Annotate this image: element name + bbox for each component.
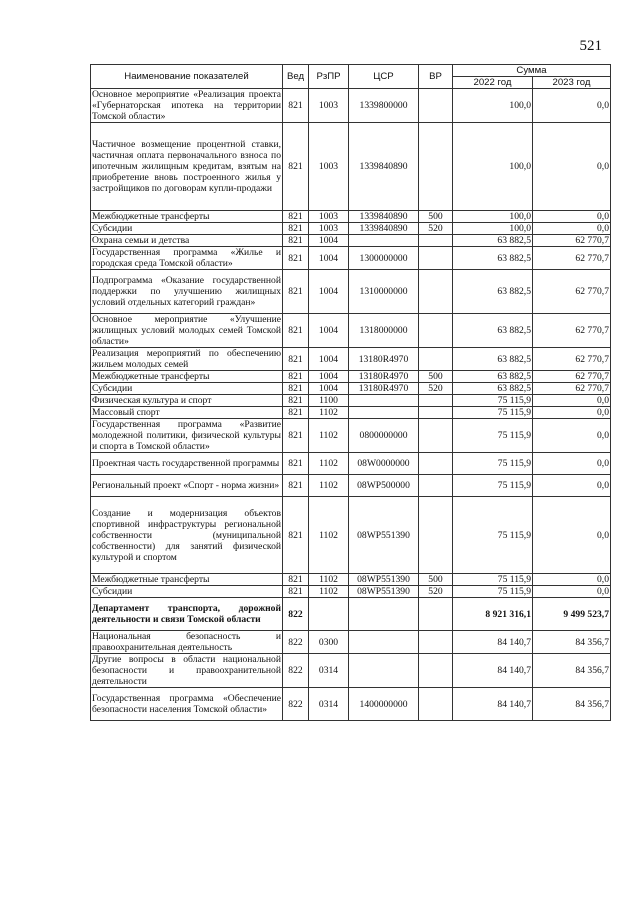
row-rzpr: 1004 bbox=[309, 270, 349, 314]
row-ved: 821 bbox=[283, 314, 309, 348]
row-csr: 1300000000 bbox=[349, 247, 419, 270]
row-sum-2023: 0,0 bbox=[533, 453, 611, 475]
row-csr: 08WP551390 bbox=[349, 497, 419, 574]
row-ved: 821 bbox=[283, 475, 309, 497]
table-row bbox=[91, 654, 611, 688]
row-name: Субсидии bbox=[91, 383, 283, 395]
row-sum-2022: 63 882,5 bbox=[453, 371, 533, 383]
row-ved: 821 bbox=[283, 497, 309, 574]
row-rzpr: 1102 bbox=[309, 586, 349, 598]
row-sum-2022: 63 882,5 bbox=[453, 247, 533, 270]
row-rzpr bbox=[309, 598, 349, 631]
header-ved: Вед bbox=[283, 65, 309, 89]
row-csr: 08W0000000 bbox=[349, 453, 419, 475]
row-ved: 821 bbox=[283, 453, 309, 475]
table-row bbox=[91, 453, 611, 475]
row-ved: 821 bbox=[283, 407, 309, 419]
row-name: Государственная программа «Развитие молодежной политики, физической культуры и спорта в Томской области» bbox=[92, 419, 281, 452]
row-rzpr: 1004 bbox=[309, 247, 349, 270]
row-sum-2022: 100,0 bbox=[453, 223, 533, 235]
row-rzpr: 1003 bbox=[309, 89, 349, 123]
row-csr bbox=[349, 407, 419, 419]
row-rzpr: 1004 bbox=[309, 314, 349, 348]
row-name: Государственная программа «Обеспечение безопасности населения Томской области» bbox=[91, 688, 283, 721]
row-rzpr: 1102 bbox=[309, 453, 349, 475]
row-sum-2022: 75 115,9 bbox=[453, 475, 533, 497]
row-name: Межбюджетные трансферты bbox=[91, 371, 283, 383]
table-row bbox=[91, 419, 611, 453]
row-ved: 821 bbox=[283, 123, 309, 211]
table-row bbox=[91, 314, 611, 348]
row-sum-2022: 63 882,5 bbox=[453, 270, 533, 314]
row-name: Массовый спорт bbox=[91, 407, 283, 419]
row-rzpr: 1004 bbox=[309, 348, 349, 371]
row-sum-2023: 62 770,7 bbox=[533, 247, 611, 270]
row-name: Подпрограмма «Оказание государственной поддержки по улучшению жилищных условий отдельных категорий граждан» bbox=[91, 270, 283, 314]
row-name: Государственная программа «Жилье и городская среда Томской области» bbox=[92, 247, 281, 269]
row-vr bbox=[419, 247, 453, 270]
table-row bbox=[91, 598, 611, 631]
row-sum-2023: 0,0 bbox=[533, 475, 611, 497]
header-2023: 2023 год bbox=[533, 77, 611, 89]
row-sum-2022: 8 921 316,1 bbox=[453, 598, 533, 631]
row-ved: 821 bbox=[283, 586, 309, 598]
row-csr: 13180R4970 bbox=[349, 371, 419, 383]
row-sum-2023: 0,0 bbox=[533, 407, 611, 419]
row-sum-2023: 9 499 523,7 bbox=[533, 598, 611, 631]
row-csr bbox=[349, 598, 419, 631]
row-sum-2022: 84 140,7 bbox=[453, 631, 533, 654]
row-ved: 821 bbox=[283, 223, 309, 235]
row-vr bbox=[419, 314, 453, 348]
header-rzpr: РзПР bbox=[309, 65, 349, 89]
row-sum-2023: 62 770,7 bbox=[533, 235, 611, 247]
header-name: Наименование показателей bbox=[91, 65, 283, 89]
table-row bbox=[91, 497, 611, 574]
row-name: Охрана семьи и детства bbox=[91, 235, 283, 247]
row-sum-2022: 75 115,9 bbox=[453, 407, 533, 419]
row-rzpr: 1003 bbox=[309, 211, 349, 223]
row-rzpr: 1102 bbox=[309, 574, 349, 586]
table-body bbox=[91, 89, 611, 721]
row-sum-2022: 63 882,5 bbox=[453, 348, 533, 371]
table-row bbox=[91, 586, 611, 598]
row-sum-2022: 100,0 bbox=[453, 123, 533, 211]
header-2022: 2022 год bbox=[453, 77, 533, 89]
row-name: Основное мероприятие «Улучшение жилищных условий молодых семей Томской области» bbox=[92, 314, 281, 347]
row-sum-2023: 62 770,7 bbox=[533, 270, 611, 314]
row-sum-2023: 84 356,7 bbox=[533, 631, 611, 654]
table-row bbox=[91, 574, 611, 586]
row-ved: 821 bbox=[283, 235, 309, 247]
row-sum-2023: 84 356,7 bbox=[533, 654, 611, 688]
row-csr: 0800000000 bbox=[349, 419, 419, 453]
header-csr: ЦСР bbox=[349, 65, 419, 89]
row-csr: 1339840890 bbox=[349, 223, 419, 235]
header-vr: ВР bbox=[419, 65, 453, 89]
row-sum-2023: 0,0 bbox=[533, 574, 611, 586]
row-sum-2022: 63 882,5 bbox=[453, 314, 533, 348]
row-ved: 821 bbox=[283, 383, 309, 395]
row-sum-2023: 0,0 bbox=[533, 89, 611, 123]
row-name: Региональный проект «Спорт - норма жизни» bbox=[91, 475, 283, 497]
row-csr: 1339800000 bbox=[349, 89, 419, 123]
row-vr: 520 bbox=[419, 223, 453, 235]
row-csr bbox=[349, 395, 419, 407]
row-csr: 1310000000 bbox=[349, 270, 419, 314]
table-row bbox=[91, 688, 611, 721]
table-row bbox=[91, 631, 611, 654]
table-row bbox=[91, 383, 611, 395]
row-ved: 821 bbox=[283, 348, 309, 371]
row-name: Другие вопросы в области национальной безопасности и правоохранительной деятельности bbox=[92, 654, 281, 687]
row-vr bbox=[419, 497, 453, 574]
row-sum-2023: 0,0 bbox=[533, 223, 611, 235]
row-ved: 821 bbox=[283, 211, 309, 223]
row-csr: 1400000000 bbox=[349, 688, 419, 721]
row-vr: 500 bbox=[419, 371, 453, 383]
table-row bbox=[91, 247, 611, 270]
row-sum-2022: 75 115,9 bbox=[453, 453, 533, 475]
row-rzpr: 1004 bbox=[309, 371, 349, 383]
row-ved: 822 bbox=[283, 654, 309, 688]
row-ved: 821 bbox=[283, 574, 309, 586]
row-sum-2022: 63 882,5 bbox=[453, 383, 533, 395]
row-vr bbox=[419, 123, 453, 211]
row-csr bbox=[349, 235, 419, 247]
row-vr: 500 bbox=[419, 574, 453, 586]
row-vr bbox=[419, 453, 453, 475]
row-rzpr: 1102 bbox=[309, 475, 349, 497]
row-sum-2023: 0,0 bbox=[533, 586, 611, 598]
row-vr bbox=[419, 407, 453, 419]
row-sum-2023: 0,0 bbox=[533, 123, 611, 211]
row-sum-2023: 84 356,7 bbox=[533, 688, 611, 721]
row-ved: 821 bbox=[283, 247, 309, 270]
row-rzpr: 1102 bbox=[309, 419, 349, 453]
row-sum-2022: 84 140,7 bbox=[453, 688, 533, 721]
row-vr bbox=[419, 89, 453, 123]
row-rzpr: 0314 bbox=[309, 688, 349, 721]
row-vr bbox=[419, 598, 453, 631]
row-vr: 500 bbox=[419, 211, 453, 223]
row-sum-2022: 75 115,9 bbox=[453, 574, 533, 586]
row-ved: 822 bbox=[283, 598, 309, 631]
row-sum-2023: 62 770,7 bbox=[533, 383, 611, 395]
row-name: Департамент транспорта, дорожной деятельности и связи Томской области bbox=[91, 598, 283, 631]
row-name: Проектная часть государственной программы bbox=[91, 453, 283, 475]
row-sum-2022: 84 140,7 bbox=[453, 654, 533, 688]
row-sum-2022: 100,0 bbox=[453, 211, 533, 223]
table-row bbox=[91, 475, 611, 497]
row-rzpr: 1100 bbox=[309, 395, 349, 407]
row-name: Физическая культура и спорт bbox=[91, 395, 283, 407]
row-csr: 13180R4970 bbox=[349, 383, 419, 395]
row-name: Национальная безопасность и правоохранительная деятельность bbox=[92, 631, 281, 653]
table-row bbox=[91, 371, 611, 383]
row-sum-2022: 75 115,9 bbox=[453, 419, 533, 453]
row-name: Субсидии bbox=[91, 586, 283, 598]
row-name: Реализация мероприятий по обеспечению жильем молодых семей bbox=[92, 348, 281, 370]
row-rzpr: 1003 bbox=[309, 223, 349, 235]
row-rzpr: 1102 bbox=[309, 407, 349, 419]
budget-table bbox=[90, 64, 611, 721]
row-csr bbox=[349, 654, 419, 688]
row-sum-2022: 75 115,9 bbox=[453, 586, 533, 598]
row-ved: 821 bbox=[283, 89, 309, 123]
row-ved: 822 bbox=[283, 631, 309, 654]
row-vr: 520 bbox=[419, 586, 453, 598]
row-vr bbox=[419, 395, 453, 407]
row-sum-2023: 0,0 bbox=[533, 211, 611, 223]
row-name: Создание и модернизация объектов спортивной инфраструктуры региональной собственности (муниципальной собственности) для занятий физической культурой и спортом bbox=[91, 497, 283, 574]
row-ved: 821 bbox=[283, 419, 309, 453]
row-csr: 13180R4970 bbox=[349, 348, 419, 371]
row-vr bbox=[419, 475, 453, 497]
row-ved: 821 bbox=[283, 270, 309, 314]
row-sum-2023: 62 770,7 bbox=[533, 314, 611, 348]
table-row bbox=[91, 89, 611, 123]
row-csr: 1339840890 bbox=[349, 123, 419, 211]
table-row bbox=[91, 223, 611, 235]
table-row bbox=[91, 270, 611, 314]
row-name: Межбюджетные трансферты bbox=[91, 211, 283, 223]
row-sum-2023: 0,0 bbox=[533, 395, 611, 407]
row-sum-2023: 62 770,7 bbox=[533, 371, 611, 383]
row-rzpr: 1102 bbox=[309, 497, 349, 574]
table-row bbox=[91, 235, 611, 247]
table-row bbox=[91, 407, 611, 419]
row-sum-2023: 62 770,7 bbox=[533, 348, 611, 371]
row-vr bbox=[419, 235, 453, 247]
row-rzpr: 1003 bbox=[309, 123, 349, 211]
table-row bbox=[91, 123, 611, 211]
row-sum-2023: 0,0 bbox=[533, 419, 611, 453]
row-ved: 822 bbox=[283, 688, 309, 721]
row-sum-2023: 0,0 bbox=[533, 497, 611, 574]
row-csr: 1339840890 bbox=[349, 211, 419, 223]
row-name: Основное мероприятие «Реализация проекта «Губернаторская ипотека на территории Томской области» bbox=[92, 89, 281, 122]
row-csr: 1318000000 bbox=[349, 314, 419, 348]
row-vr bbox=[419, 270, 453, 314]
row-vr bbox=[419, 419, 453, 453]
row-vr bbox=[419, 631, 453, 654]
row-rzpr: 1004 bbox=[309, 235, 349, 247]
row-rzpr: 0300 bbox=[309, 631, 349, 654]
page-number: 521 bbox=[579, 38, 602, 54]
row-sum-2022: 63 882,5 bbox=[453, 235, 533, 247]
row-sum-2022: 75 115,9 bbox=[453, 395, 533, 407]
row-name: Межбюджетные трансферты bbox=[91, 574, 283, 586]
row-vr bbox=[419, 688, 453, 721]
row-vr bbox=[419, 348, 453, 371]
row-sum-2022: 100,0 bbox=[453, 89, 533, 123]
table-row bbox=[91, 211, 611, 223]
row-rzpr: 0314 bbox=[309, 654, 349, 688]
row-name: Частичное возмещение процентной ставки, частичная оплата первоначального взноса по ипотечным жилищным кредитам, взятым на приобретение вновь построенного жилья у застройщиков по договорам купли-продажи bbox=[91, 123, 283, 211]
row-ved: 821 bbox=[283, 395, 309, 407]
row-name: Субсидии bbox=[91, 223, 283, 235]
row-csr: 08WP551390 bbox=[349, 574, 419, 586]
row-csr: 08WP551390 bbox=[349, 586, 419, 598]
header-sum: Сумма bbox=[453, 65, 611, 77]
row-vr bbox=[419, 654, 453, 688]
table-row bbox=[91, 348, 611, 371]
row-rzpr: 1004 bbox=[309, 383, 349, 395]
row-csr: 08WP500000 bbox=[349, 475, 419, 497]
row-csr bbox=[349, 631, 419, 654]
row-sum-2022: 75 115,9 bbox=[453, 497, 533, 574]
table-row bbox=[91, 395, 611, 407]
row-ved: 821 bbox=[283, 371, 309, 383]
row-vr: 520 bbox=[419, 383, 453, 395]
